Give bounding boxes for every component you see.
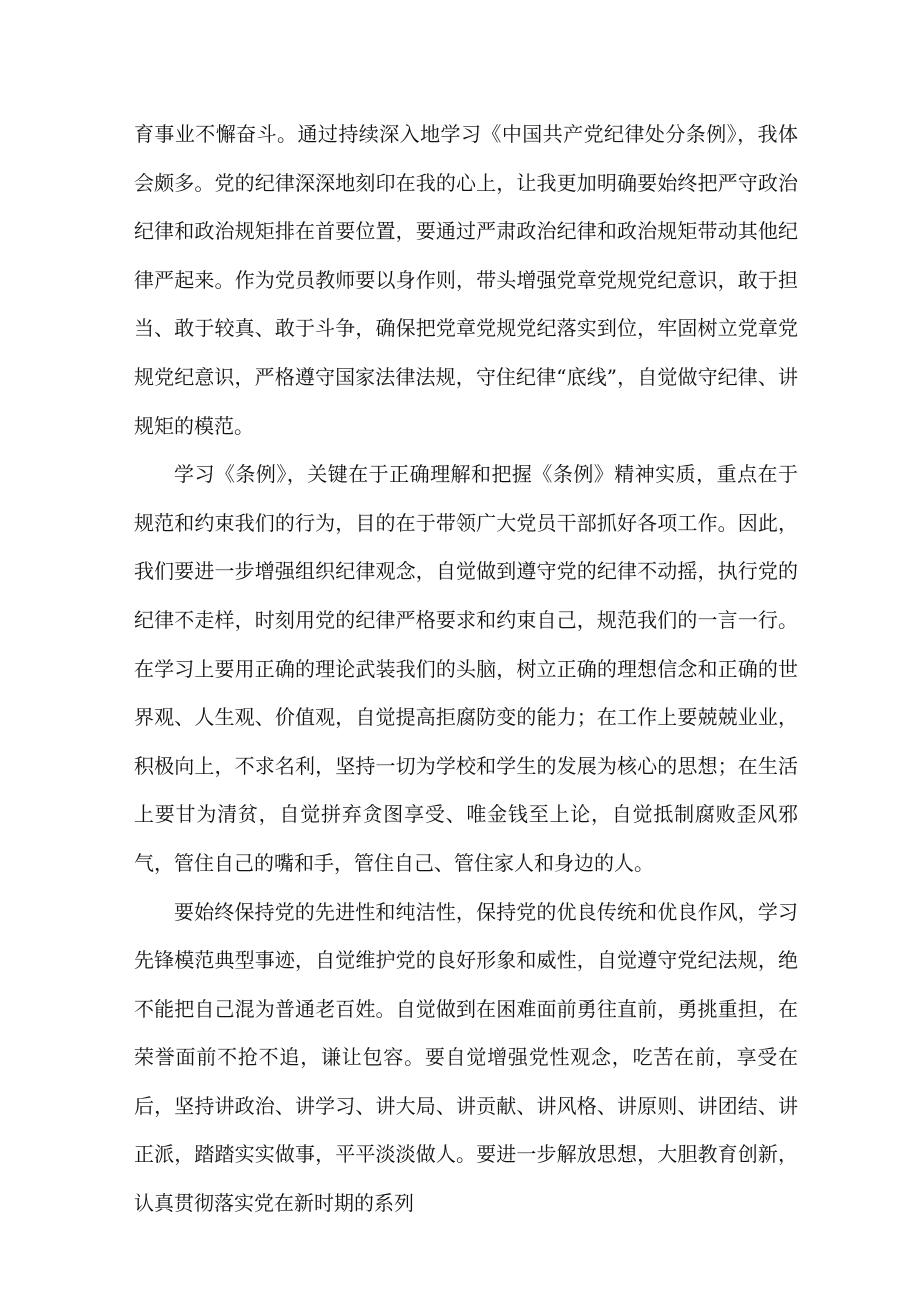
- paragraph-2: 学习《条例》，关键在于正确理解和把握《条例》精神实质，重点在于规范和约束我们的行为，目的在于带领广大党员干部抓好各项工作。因此，我们要进一步增强组织纪律观念，自觉做到遵守党的纪律不动摇，执行党的纪律不走样，时刻用党的纪律严格要求和约束自己，规范我们的一言一行。在学习上要用正确的理论武装我们的头脑，树立正确的理想信念和正确的世界观、人生观、价值观，自觉提高拒腐防变的能力；在工作上要兢兢业业，积极向上，不求名利，坚持一切为学校和学生的发展为核心的思想；在生活上要甘为清贫，自觉拼弃贪图享受、唯金钱至上论，自觉抵制腐败歪风邪气，管住自己的嘴和手，管住自己、管住家人和身边的人。: [134, 462, 798, 875]
- paragraph-3: 要始终保持党的先进性和纯洁性，保持党的优良传统和优良作风，学习先锋模范典型事迹，自觉维护党的良好形象和威性，自觉遵守党纪法规，绝不能把自己混为普通老百姓。自觉做到在困难面前勇往直前，勇挑重担，在荣誉面前不抢不追，谦让包容。要自觉增强党性观念，吃苦在前，享受在后，坚持讲政治、讲学习、讲大局、讲贡献、讲风格、讲原则、讲团结、讲正派，踏踏实实做事，平平淡淡做人。要进一步解放思想，大胆教育创新，认真贯彻落实党在新时期的系列: [134, 899, 798, 1216]
- body-text: [134, 110, 798, 1228]
- paragraph-1: 育事业不懈奋斗。通过持续深入地学习《中国共产党纪律处分条例》，我体会颇多。党的纪律深深地刻印在我的心上，让我更加明确要始终把严守政治纪律和政治规矩排在首要位置，要通过严肃政治纪律和政治规矩带动其他纪律严起来。作为党员教师要以身作则，带头增强党章党规党纪意识，敢于担当、敢于较真、敢于斗争，确保把党章党规党纪落实到位，牢固树立党章党规党纪意识，严格遵守国家法律法规，守住纪律“底线”，自觉做守纪律、讲规矩的模范。: [134, 122, 798, 438]
